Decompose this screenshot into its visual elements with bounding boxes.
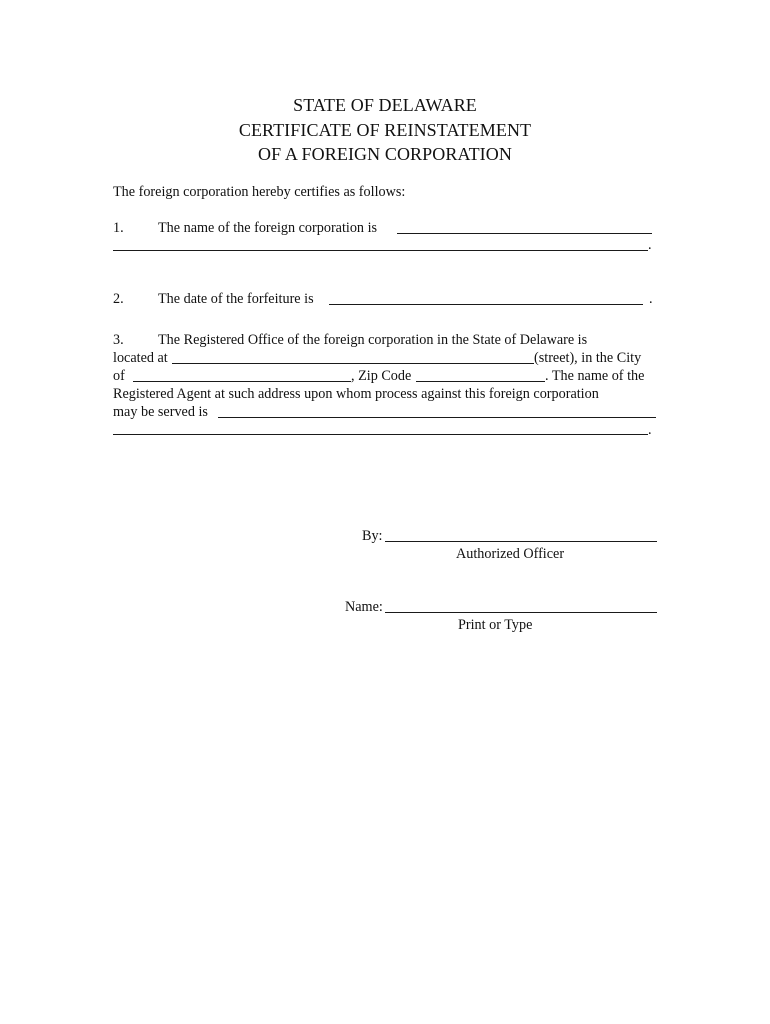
registered-agent-field[interactable] (218, 417, 656, 418)
certificate-title: CERTIFICATE OF REINSTATEMENT (238, 120, 532, 140)
served-label: may be served is (113, 404, 208, 420)
item1-period: . (648, 237, 652, 253)
signature-field[interactable] (385, 541, 657, 542)
item1-label: The name of the foreign corporation is (158, 220, 378, 236)
intro-text: The foreign corporation hereby certifies as follows: (113, 184, 406, 200)
street-field[interactable] (172, 363, 534, 364)
zip-code-field[interactable] (416, 381, 545, 382)
print-or-type-caption: Print or Type (458, 617, 533, 633)
item2-label: The date of the forfeiture is (158, 291, 314, 307)
by-label: By: (362, 528, 383, 544)
registered-agent-field-continued[interactable] (113, 434, 648, 435)
of-label: of (113, 368, 125, 384)
item3-number: 3. (113, 332, 124, 348)
agent-description: Registered Agent at such address upon whom process against this foreign corporation (113, 386, 599, 402)
printed-name-field[interactable] (385, 612, 657, 613)
certificate-subtitle: OF A FOREIGN CORPORATION (258, 144, 512, 164)
item1-number: 1. (113, 220, 124, 236)
item3-period: . (648, 422, 652, 438)
forfeiture-date-field[interactable] (329, 304, 643, 305)
street-suffix: (street), in the City (534, 350, 642, 366)
name-label: Name: (345, 599, 383, 615)
corporation-name-field-continued[interactable] (113, 250, 648, 251)
agent-intro-text: . The name of the (545, 368, 645, 384)
located-at-label: located at (113, 350, 168, 366)
zip-code-label: , Zip Code (351, 368, 412, 384)
state-title: STATE OF DELAWARE (293, 95, 477, 115)
city-field[interactable] (133, 381, 351, 382)
corporation-name-field[interactable] (397, 233, 652, 234)
item2-number: 2. (113, 291, 124, 307)
authorized-officer-caption: Authorized Officer (456, 546, 565, 562)
item2-period: . (649, 291, 653, 307)
item3-text: The Registered Office of the foreign corporation in the State of Delaware is (158, 332, 588, 348)
